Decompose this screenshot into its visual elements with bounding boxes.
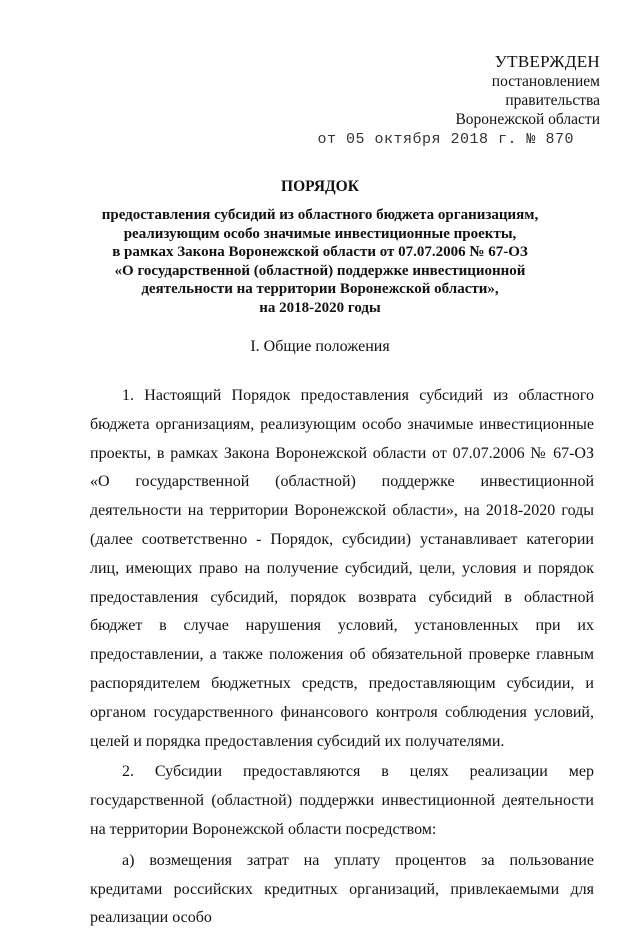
subtitle-line: «О государственной (областной) поддержке инвестиционной [114, 262, 526, 279]
approval-line-government: правительства [505, 92, 600, 109]
approval-line-resolution: постановлением [491, 73, 600, 90]
subtitle-line: в рамках Закона Воронежской области от 07.07.2006 № 67-ОЗ [112, 244, 528, 260]
paragraph-2: 2. Субсидии предоставляются в целях реализации мер государственной (областной) поддержки инвестиционной деятельности на территории Воронежской области посредством: [90, 763, 594, 838]
section-heading: I. Общие положения [250, 338, 390, 355]
document-body [90, 382, 594, 933]
subtitle-line: предоставления субсидий из областного бюджета организациям, [101, 207, 539, 223]
paragraph-1: 1. Настоящий Порядок предоставления субсидий из областного бюджета организациям, реализующим особо значимые инвестиционные проекты, в рамках Закона Воронежской области от 07.07.2006 № 67-ОЗ «О государственной (областной) поддержке инвестиционной деятельности на территории Воронежской области», на 2018-2020 годы (далее соответственно - Порядок, субсидии) устанавливает категории лиц, имеющих право на получение субсидий, цели, условия и порядок предоставления субсидий, порядок возврата субсидий в областной бюджет в случае нарушения условий, установленных при их предоставлении, а также положения об обязательной проверке главным распорядителем бюджетных средств, предоставляющим субсидии, и органом государственного финансового контроля соблюдения условий, целей и порядка предоставления субсидий их получателями. [90, 387, 594, 750]
approval-heading: УТВЕРЖДЕН [494, 52, 600, 71]
document-subtitle [90, 206, 550, 317]
approval-date-stamp: от 05 октября 2018 г. № 870 [317, 131, 574, 148]
approval-block [317, 52, 600, 149]
paragraph-2a: а) возмещения затрат на уплату процентов за пользование кредитами российских кредитных организаций, привлекаемыми для реализации особо [90, 851, 594, 927]
subtitle-line: реализующим особо значимые инвестиционные проекты, [123, 225, 517, 242]
subtitle-line: деятельности на территории Воронежской области», [141, 281, 499, 297]
approval-line-region: Воронежской области [455, 111, 600, 128]
document-title: ПОРЯДОК [281, 178, 359, 195]
subtitle-line: на 2018-2020 годы [259, 299, 381, 316]
